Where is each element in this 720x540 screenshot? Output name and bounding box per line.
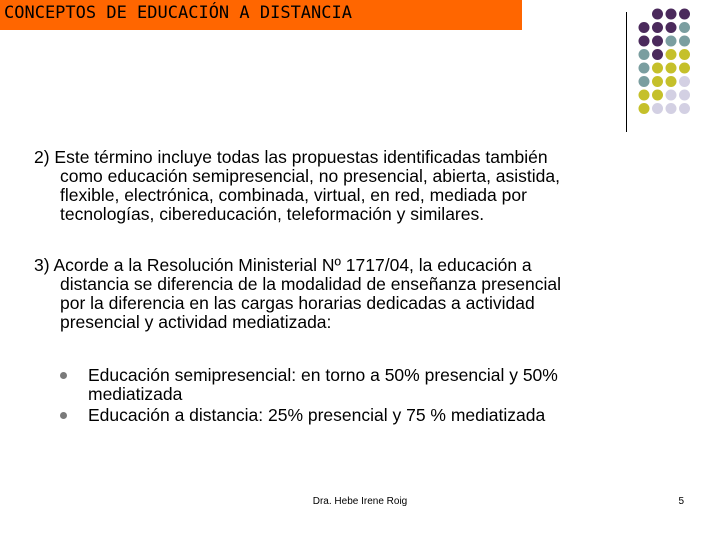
decorative-dot <box>666 49 677 60</box>
list-item <box>60 406 680 425</box>
decorative-dot <box>679 9 690 20</box>
decorative-dot <box>652 103 663 114</box>
decorative-dot <box>666 76 677 87</box>
paragraph-3-line: 3) Acorde a la Resolución Ministerial Nº 1717/04, la educación a <box>34 255 532 275</box>
decorative-dot <box>652 63 663 74</box>
list-item-line: Educación a distancia: 25% presencial y 75 % mediatizada <box>88 405 546 425</box>
decorative-dot <box>666 9 677 20</box>
paragraph-2-line: flexible, electrónica, combinada, virtual, en red, mediada por <box>60 185 527 205</box>
decorative-dot <box>666 90 677 101</box>
decorative-dot-grid <box>636 6 716 116</box>
bullet-icon <box>60 412 67 419</box>
decorative-dot <box>679 90 690 101</box>
decorative-dot <box>639 103 650 114</box>
decorative-dot <box>666 63 677 74</box>
paragraph-3-line: por la diferencia en las cargas horarias dedicadas a actividad <box>60 293 535 313</box>
title-bar <box>0 0 522 30</box>
decorative-dot <box>652 9 663 20</box>
decorative-dot <box>639 63 650 74</box>
decorative-dot <box>639 90 650 101</box>
decorative-dot <box>666 103 677 114</box>
decorative-dot <box>679 76 690 87</box>
list-item-line: Educación semipresencial: en torno a 50% presencial y 50% <box>88 365 558 385</box>
list-item <box>60 366 680 404</box>
decorative-dot <box>679 49 690 60</box>
list-item-line: mediatizada <box>88 384 183 404</box>
decorative-dot <box>679 22 690 33</box>
decorative-vertical-line <box>626 12 627 132</box>
decorative-dot <box>639 76 650 87</box>
paragraph-2-line: tecnologías, cibereducación, teleformación y similares. <box>60 204 485 224</box>
decorative-dot <box>652 49 663 60</box>
page-number: 5 <box>678 496 684 507</box>
bullet-icon <box>60 372 67 379</box>
decorative-dot <box>666 22 677 33</box>
decorative-dot <box>639 36 650 47</box>
slide-title: CONCEPTOS DE EDUCACIÓN A DISTANCIA <box>4 3 352 23</box>
decorative-dot <box>666 36 677 47</box>
paragraph-2 <box>34 148 674 224</box>
decorative-dot <box>679 103 690 114</box>
paragraph-3-line: presencial y actividad mediatizada: <box>60 312 332 332</box>
paragraph-3 <box>34 256 674 332</box>
decorative-dot <box>652 76 663 87</box>
paragraph-2-line: 2) Este término incluye todas las propuestas identificadas también <box>34 147 548 167</box>
decorative-dot <box>652 22 663 33</box>
paragraph-3-line: distancia se diferencia de la modalidad de enseñanza presencial <box>60 274 562 294</box>
decorative-dot <box>639 22 650 33</box>
decorative-dot <box>639 49 650 60</box>
decorative-dot <box>679 36 690 47</box>
paragraph-2-line: como educación semipresencial, no presencial, abierta, asistida, <box>60 166 560 186</box>
decorative-dot <box>652 36 663 47</box>
bullet-list <box>60 366 680 425</box>
decorative-dot <box>652 90 663 101</box>
footer-author: Dra. Hebe Irene Roig <box>312 496 408 507</box>
decorative-dot <box>679 63 690 74</box>
